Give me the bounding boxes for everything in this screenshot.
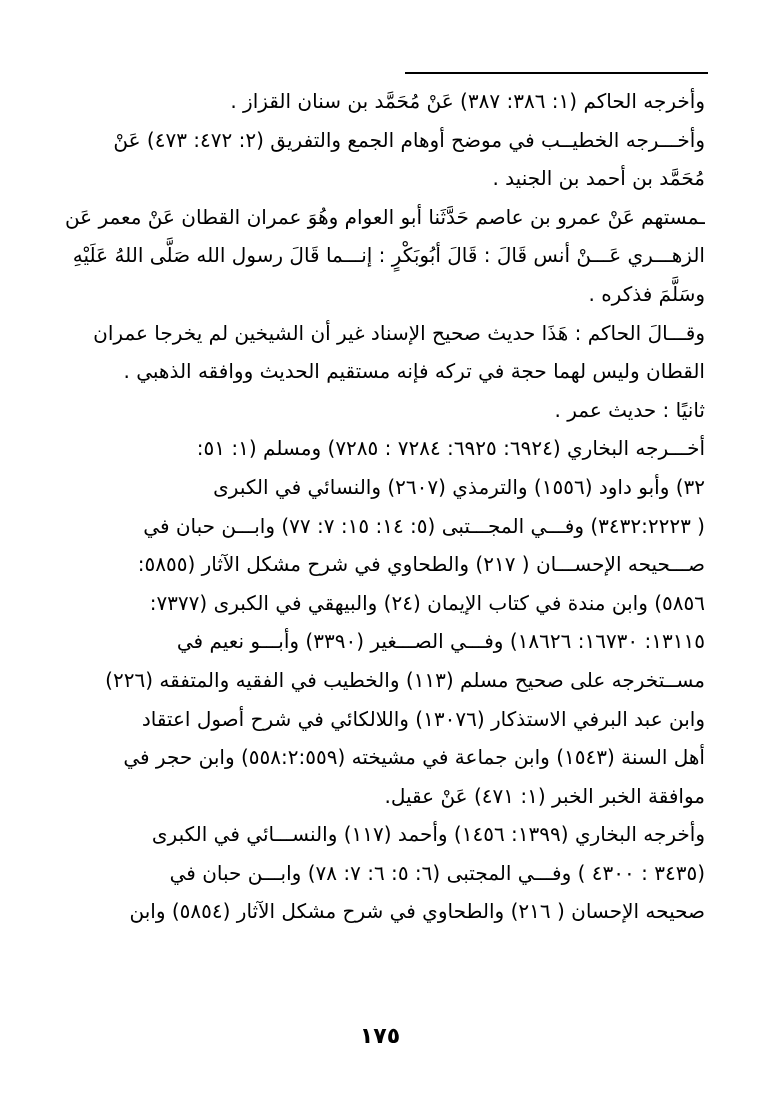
text-line: وابن عبد البرفي الاستذكار (١٣٠٧٦) واللالكائي في شرح أصول اعتقاد xyxy=(141,706,705,731)
footnote-separator-rule xyxy=(405,72,708,74)
text-line: وقـــالَ الحاكم : هَذَا حديث صحيح الإسناد غير أن الشيخين لم يخرجا عمران xyxy=(93,320,705,345)
text-line: صـــحيحه الإحســـان ( ٢١٧) والطحاوي في شرح مشكل الآثار (٥٨٥٥: xyxy=(137,552,705,577)
text-line: ١٣١١٥: ١٦٧٣٠: ١٨٦٢٦) وفـــي الصـــغير (٣٣٩٠) وأبـــو نعيم في xyxy=(176,629,705,654)
text-line: ٣٢) وأبو داود (١٥٥٦) والترمذي (٢٦٠٧) والنسائي في الكبرى xyxy=(213,474,705,499)
text-line: وأخرجه الحاكم (١: ٣٨٦: ٣٨٧) عَنْ مُحَمَّد بن سنان القزاز . xyxy=(230,89,705,113)
text-line: وسَلَّمَ فذكره . xyxy=(588,281,705,306)
footnote-text-block xyxy=(60,82,705,931)
text-line: موافقة الخبر الخبر (١: ٤٧١) عَنْ عقيل. xyxy=(384,783,705,808)
text-line: وأخرجه البخاري (١٣٩٩: ١٤٥٦) وأحمد (١١٧) والنســـائي في الكبرى xyxy=(151,822,705,847)
text-line: ( ٣٤٣٢:٢٢٢٣) وفـــي المجـــتبى (٥: ١٤: ١٥: ٧: ٧٧) وابـــن حبان في xyxy=(143,513,705,538)
page-number: ١٧٥ xyxy=(359,1024,401,1049)
text-line: ٥٨٥٦) وابن مندة في كتاب الإيمان (٢٤) والبيهقي في الكبرى (٧٣٧٧: xyxy=(149,590,705,615)
text-line: الزهـــري عَـــنْ أنس قَالَ : قَالَ أبُوبَكْرٍ : إنـــما قَالَ رسول الله صَلَّى اللهُ عَلَيْهِ xyxy=(72,243,705,268)
text-line: (٣٤٣٥ : ٤٣٠٠ ) وفـــي المجتبى (٦: ٥: ٦: ٧: ٧٨) وابـــن حبان في xyxy=(169,860,705,885)
text-line: صحيحه الإحسان ( ٢١٦) والطحاوي في شرح مشكل الآثار (٥٨٥٤) وابن xyxy=(129,899,705,924)
text-line: ثانيًا : حديث عمر . xyxy=(554,397,705,422)
text-line: ـمستهم عَنْ عمرو بن عاصم حَدَّثَنا أبو العوام وهُوَ عمران القطان عَنْ معمر عَن xyxy=(64,204,705,229)
text-line: أخـــرجه البخاري (٦٩٢٤: ٦٩٢٥: ٧٢٨٤ : ٧٢٨٥) ومسلم (١: ٥١: xyxy=(196,436,705,461)
text-line: مُحَمَّد بن أحمد بن الجنيد . xyxy=(492,166,705,191)
text-line: القطان وليس لهما حجة في تركه فإنه مستقيم الحديث ووافقه الذهبي . xyxy=(123,359,705,384)
text-line: أهل السنة (١٥٤٣) وابن جماعة في مشيخته (٥٥٨:٢:٥٥٩) وابن حجر في xyxy=(123,745,705,770)
text-line: وأخـــرجه الخطيــب في موضح أوهام الجمع والتفريق (٢: ٤٧٢: ٤٧٣) عَنْ xyxy=(113,127,705,152)
text-line: مســتخرجه على صحيح مسلم (١١٣) والخطيب في الفقيه والمتفقه (٢٢٦) xyxy=(105,667,705,692)
